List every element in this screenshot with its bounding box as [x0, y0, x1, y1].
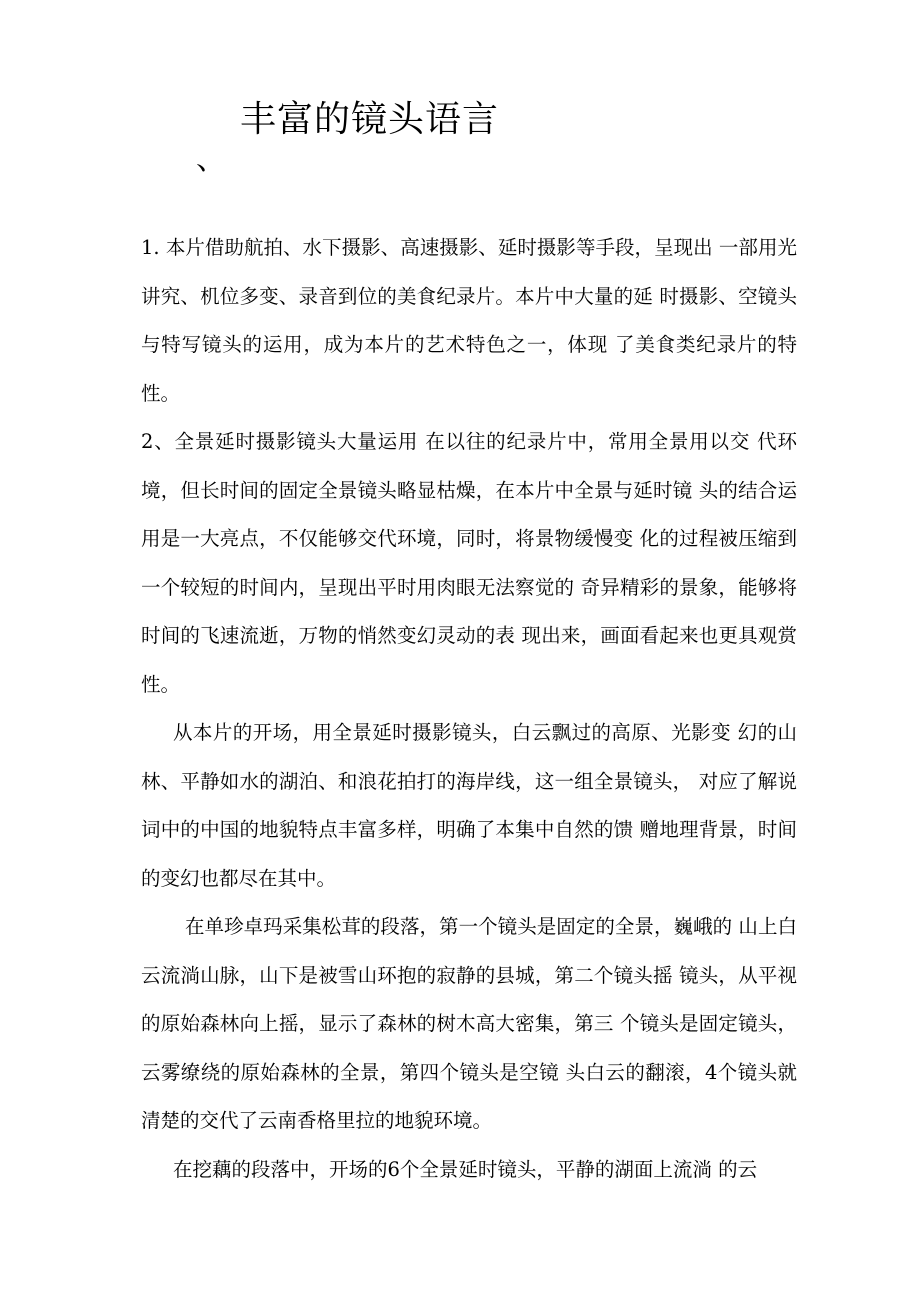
paragraph-1: 1. 本片借助航拍、水下摄影、高速摄影、延时摄影等手段，呈现出 一部用光讲究、机位多变、录音到位的美食纪录片。本片中大量的延 时摄影、空镜头与特写镜头的运用，成为本片的艺术特色之一，体现 了美食类纪录片的特性。 [141, 236, 797, 405]
document-title: 丰富的镜头语言 [240, 99, 500, 140]
document-body [141, 224, 797, 1194]
paragraph-2: 2、全景延时摄影镜头大量运用 在以往的纪录片中，常用全景用以交 代环境，但长时间的固定全景镜头略显枯燥，在本片中全景与延时镜 头的结合运用是一大亮点，不仅能够交代环境，同时，将景物缓慢变 化的过程被压缩到一个较短的时间内，呈现出平时用肉眼无法察觉的 奇异精彩的景象，能够将时间的飞速流逝，万物的悄然变幻灵动的表 现出来，画面看起来也更具观赏性。 [141, 430, 797, 696]
title-punctuation-mark: 、 [196, 142, 226, 177]
paragraph-4: 在单珍卓玛采集松茸的段落，第一个镜头是固定的全景，巍峨的 山上白云流淌山脉，山下是被雪山环抱的寂静的县城，第二个镜头摇 镜头，从平视的原始森林向上摇，显示了森林的树木高大密集，第三 个镜头是固定镜头，云雾缭绕的原始森林的全景，第四个镜头是空镜 头白云的翻滚，4个镜头就清楚的交代了云南香格里拉的地貌环境。 [141, 915, 797, 1132]
paragraph-3: 从本片的开场，用全景延时摄影镜头，白云飘过的高原、光影变 幻的山林、平静如水的湖泊、和浪花拍打的海岸线，这一组全景镜头， 对应了解说词中的中国的地貌特点丰富多样，明确了本集中自然的馈 赠地理背景，时间的变幻也都尽在其中。 [141, 721, 797, 890]
paragraph-5: 在挖藕的段落中，开场的6个全景延时镜头，平静的湖面上流淌 的云 [173, 1157, 758, 1181]
